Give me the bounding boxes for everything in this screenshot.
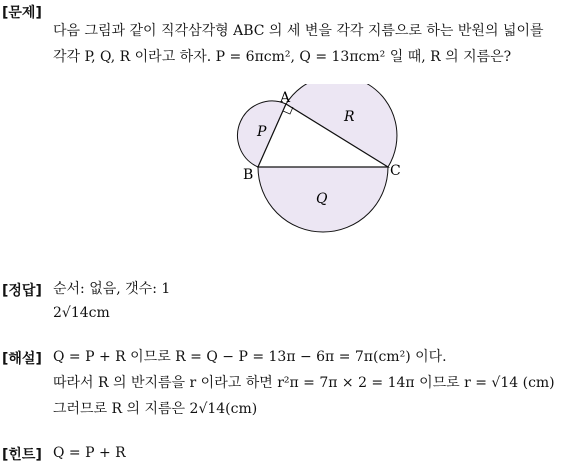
figure-svg (236, 84, 406, 244)
triangle-semicircles-figure (236, 84, 406, 248)
answer-label: [정답] (2, 283, 42, 299)
problem-text-line-2: 각각 P, Q, R 이라고 하자. P = 6πcm², Q = 13πcm² 일 때, R 의 지름은? (53, 49, 512, 65)
hint-text-line-1: Q = P + R (53, 445, 126, 461)
answer-text-line-2: 2√14cm (53, 305, 110, 321)
region-q-label: Q (316, 191, 328, 207)
vertex-a-label: A (280, 90, 291, 106)
region-r-label: R (344, 109, 355, 125)
problem-text-line-1: 다음 그림과 같이 직각삼각형 ABC 의 세 변을 각각 지름으로 하는 반원의 넓이를 (53, 23, 544, 39)
region-p-label: P (257, 124, 267, 140)
explanation-label: [해설] (2, 351, 42, 367)
explanation-text-line-1: Q = P + R 이므로 R = Q − P = 13π − 6π = 7π(cm²) 이다. (53, 349, 447, 365)
hint-label: [힌트] (2, 447, 42, 463)
explanation-text-line-3: 그러므로 R 의 지름은 2√14(cm) (53, 401, 258, 417)
problem-label: [문제] (2, 5, 42, 21)
answer-text-line-1: 순서: 없음, 갯수: 1 (53, 281, 171, 297)
vertex-b-label: B (243, 167, 254, 183)
explanation-text-line-2: 따라서 R 의 반지름을 r 이라고 하면 r²π = 7π × 2 = 14π 이므로 r = √14 (cm) (53, 375, 555, 391)
vertex-c-label: C (390, 163, 401, 179)
